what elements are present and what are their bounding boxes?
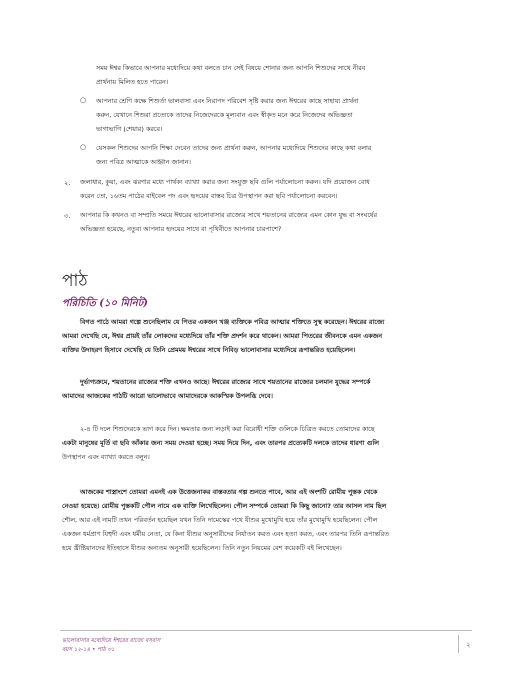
para-3-line-2: একটা মানুষের মূর্তি বা ছবি আঁকার জন্য সময় দেওয়া হচ্ছে। সময় দিয়ে দিন, এবং তারপর প্রত্যেকটি দলকে তাদের ধারণা গুলি	[62, 439, 379, 447]
intro-line-2: প্রার্থনায় মিলিত হতে পারেন।	[96, 78, 169, 86]
para-4-line-1: আজকের শাস্ত্রাংশে তোমরা এমনই এক উত্তেজনাকর বাস্তবতার গল্প শুনতে পাবে, আর এই অংশটি রোমীয় পুস্তক থেকে	[80, 488, 378, 496]
bullet-1-line-2: করুন, যেখানে শিশুরা প্রত্যেকে তাদের নিজেদেরকে মূল্যবান এবং স্বীকৃত মনে করে নিজেদের অভিজ্ঞতা	[96, 111, 353, 119]
bullet-2-line-1: যেসকল শিশুদের আপনি শিক্ষা দেবেন তাদের জন্য প্রার্থনা করুন, আপনার মধ্যেদিয়ে শিশুদের কাছে কথা বলার	[96, 144, 372, 152]
bullet-2-line-2: জন্য পবিত্র আত্মাকে আহ্বান জানান।	[96, 158, 191, 166]
para-1-line-3: ব্যক্তির উদাহরণ হিসাবে দেখেছি যে তিনি প্রেমময় ঈশ্বরের সাথে নিবিড় ভালোবাসার মধ্যেদিয়ে রূপান্তরিত হয়েছিলেন।	[62, 346, 356, 354]
intro-subheading: পরিচিতি (১০ মিনিট)	[62, 298, 148, 309]
para-4-line-4: একজন ধর্মপ্রাণ যিহুদী এবং ধর্মীয় নেতা, যে কিনা যীশুর অনুসারীদের নির্যাতন করত এবং হত্যা করত, এবং তারপর তিনি রূপান্তরিত	[62, 530, 390, 538]
item-2-line-2: করেন তো, ১৬তম পাঠের বাইবেল পদ এবং হৃদয়ের বাস্তব চিত্র উপস্থাপন করা ছবি পর্যালোচনা করবেন।	[80, 192, 338, 200]
intro-line-1: সময় ঈশ্বর কিভাবে আপনার মধ্যেদিয়ে কথা বলতে চান সেই বিষয়ে শোনার জন্য আপনি শিশুদের সাথে নীরব	[96, 64, 366, 72]
bullet-1-line-1: আপনার শ্রেণি কক্ষে শিশুর্তা ভালবাসা এবং নিরাপদ পরিবেশ সৃষ্টি করার জন্য ঈশ্বরের কাছে সাহায্য প্রার্থনা	[96, 97, 359, 105]
para-4-line-3: শৌল, আর এই নামটি তখন পরিবর্তন হয়েছিল যখন তিনি দামেস্কের পথে যীশুর মুখোমুখি হয়ে তাঁর মুখোমুখি হয়েছিলেন। পৌল	[62, 516, 378, 524]
para-2-line-1: দুর্ভাগ্যক্রমে, শয়তানের রাজ্যের শক্তি এখনও আছে। ঈশ্বরের রাজ্যের সাথে শয়তানের রাজ্যের চলমান যুদ্ধের সম্পর্কে	[80, 378, 371, 386]
para-4-line-5: হয়ে খ্রীষ্টিয়ানদের ইতিহাসে যীশুর অন্যতম অনুসারী হয়েছিলেন। তিনি নতুন নিয়মের বেশ কয়েকটি বই লিখেছেন।	[62, 544, 342, 552]
bullet-marker: ○	[80, 96, 87, 104]
list-number: ৩.	[64, 212, 71, 220]
list-number: ২.	[64, 179, 71, 187]
bullet-marker: ○	[80, 143, 87, 151]
para-1-line-2: আমরা দেখেছি যে, ঈশ্বর প্রায়ই তাঁর লোকদের মধ্যেদিয়ে তাঁর শক্তি প্রদর্শন করে থাকেন। আমরা পিতরের জীবনকে এমন একজন	[62, 332, 383, 340]
lesson-heading: পাঠ	[62, 271, 88, 291]
bullet-1-line-3: ভাগাভাগি (শেয়ার) করবে।	[96, 125, 163, 133]
footer-course-title: ভালোবাসার মধ্যেদিয়ে ঈশ্বরের রাজ্যে বসবাস	[62, 638, 161, 644]
para-3-line-1: ২-৪ টি দলে শিশুদেরকে ভাগ করে দিন। ক্ষমতার জন্য লড়াই করা বিরোধী শক্তি গুলিকে চিত্রিত করতে তোমাদের কাছে	[80, 425, 375, 433]
para-3-line-3: উপস্থাপন এবং ব্যাখ্যা করতে বলুন।	[62, 453, 150, 461]
item-2-line-1: জলাধার, কুয়া, এবং ঝরণার মধ্যে পার্থক্য ব্যাখ্যা করার জন্য সংযুক্ত ছবি গুলি পর্যালোচনা করুন। যদি প্রয়োজন বোধ	[80, 178, 370, 186]
para-4-line-2: নেওয়া হয়েছে। রোমীয় পুস্তকটি পৌল নামে এক ব্যক্তি লিখেছিলেন। পৌল সম্পর্কে তোমরা কি কিছু জানো? তার আসল নাম ছিল	[62, 502, 387, 510]
page-number: ২	[466, 641, 471, 649]
para-1-line-1: বিগত পাঠে আমরা গল্পে শুনেছিলাম যে পিতর একজন খঞ্জ ব্যক্তিকে পবিত্র আত্মার শক্তিতে সুস্থ করেছেন। ঈশ্বরের রাজ্যে	[80, 318, 385, 326]
item-3-line-2: অভিজ্ঞতা হয়েছে, নতুবা আপনার হৃদয়ের সাথে বা পৃথিবীতে আপনার চারপাশে?	[80, 225, 282, 233]
footer-separator	[458, 635, 459, 653]
footer-divider	[60, 630, 472, 631]
item-3-line-1: আপনার কি কখনও বা সম্প্রতি সময়ে ঈশ্বরের ভালোবাসার রাজ্যের সাথে শয়তানের রাজ্যের এমন কোন যুদ্ধ বা সংঘর্ষের	[80, 211, 377, 219]
footer-lesson-info: বয়স ১২-১৪ • পাঠ ৩১	[62, 647, 115, 653]
para-2-line-2: আমাদের আজকের পাঠটি আরো ভালোভাবে আমাদেরকে আকস্মিক উপলব্ধি দেবে।	[62, 392, 273, 400]
